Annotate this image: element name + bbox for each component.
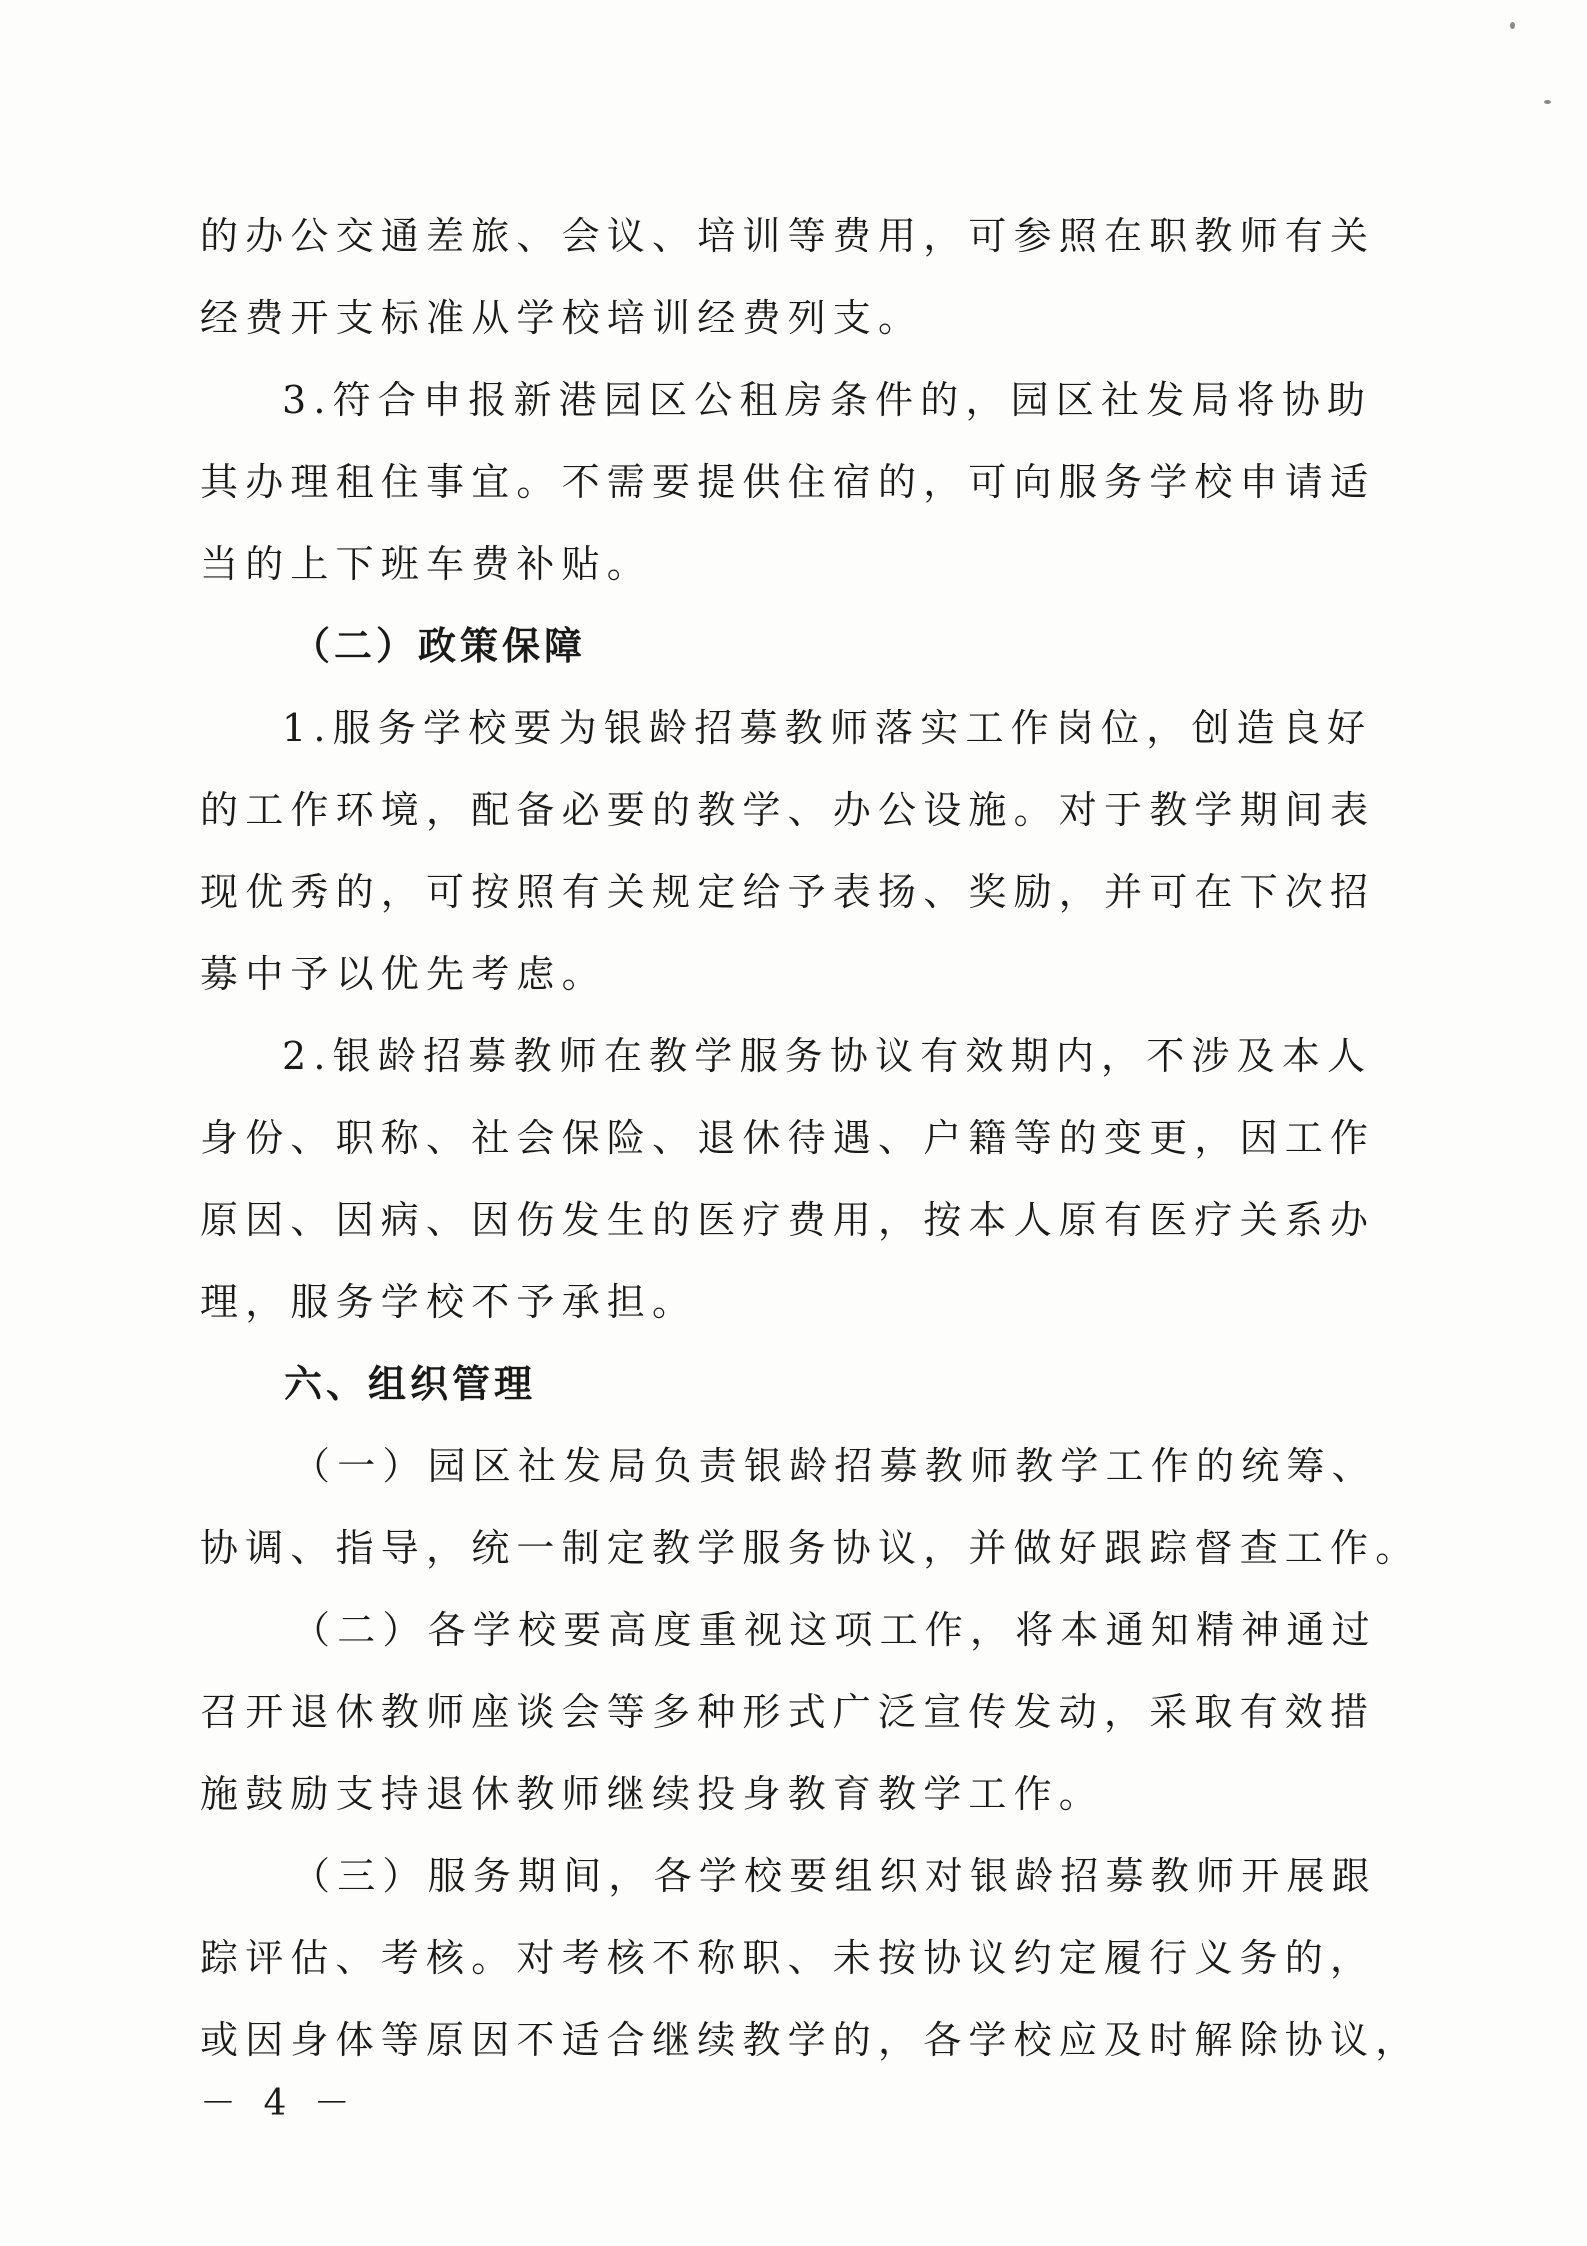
body-line: 的工作环境，配备必要的教学、办公设施。对于教学期间表	[200, 788, 1376, 832]
body-line: 募中予以优先考虑。	[200, 952, 607, 996]
body-line: 原因、因病、因伤发生的医疗费用，按本人原有医疗关系办	[200, 1198, 1376, 1242]
body-line: 理，服务学校不予承担。	[200, 1280, 698, 1324]
body-line: 身份、职称、社会保险、退休待遇、户籍等的变更，因工作	[200, 1116, 1376, 1160]
body-line: 3.符合申报新港园区公租房条件的，园区社发局将协助	[282, 378, 1373, 422]
section-heading: （二）政策保障	[292, 624, 587, 668]
scan-speck	[1544, 100, 1551, 104]
body-line: 召开退休教师座谈会等多种形式广泛宣传发动，采取有效措	[200, 1690, 1376, 1734]
body-line: 现优秀的，可按照有关规定给予表扬、奖励，并可在下次招	[200, 870, 1376, 914]
body-line: （一）园区社发局负责银龄招募教师教学工作的统筹、	[292, 1444, 1377, 1488]
body-line: 踪评估、考核。对考核不称职、未按协议约定履行义务的，	[200, 1936, 1376, 1980]
body-line: 的办公交通差旅、会议、培训等费用，可参照在职教师有关	[200, 214, 1376, 258]
body-line: 2.银龄招募教师在教学服务协议有效期内，不涉及本人	[282, 1034, 1373, 1078]
body-line: 或因身体等原因不适合继续教学的，各学校应及时解除协议，	[200, 2018, 1421, 2062]
body-line: （二）各学校要高度重视这项工作，将本通知精神通过	[292, 1608, 1377, 1652]
section-heading: 六、组织管理	[284, 1362, 537, 1406]
body-line: 施鼓励支持退休教师继续投身教育教学工作。	[200, 1772, 1105, 1816]
body-line: 1.服务学校要为银龄招募教师落实工作岗位，创造良好	[282, 706, 1373, 750]
body-line: 经费开支标准从学校培训经费列支。	[200, 296, 924, 340]
body-line: 协调、指导，统一制定教学服务协议，并做好跟踪督查工作。	[200, 1526, 1421, 1570]
body-line: （三）服务期间，各学校要组织对银龄招募教师开展跟	[292, 1854, 1377, 1898]
body-line: 其办理租住事宜。不需要提供住宿的，可向服务学校申请适	[200, 460, 1376, 504]
body-line: 当的上下班车费补贴。	[200, 542, 653, 586]
scan-speck	[1510, 22, 1515, 29]
page-number: － 4 －	[200, 2083, 358, 2124]
